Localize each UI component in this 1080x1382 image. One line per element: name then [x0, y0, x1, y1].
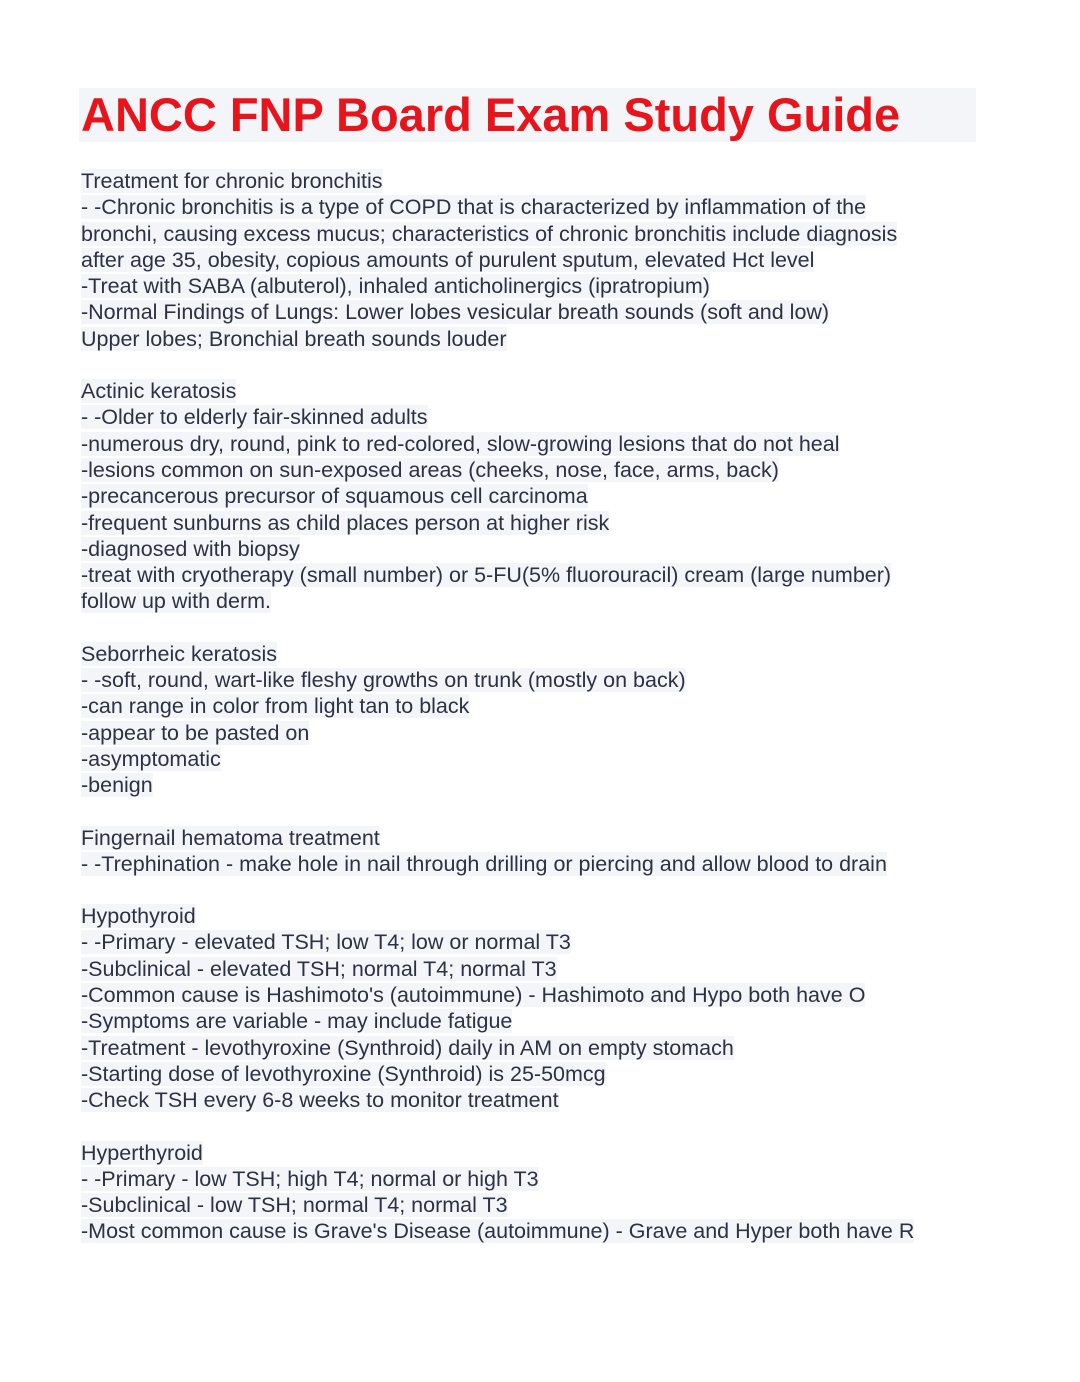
note-line-text: - -Primary - low TSH; high T4; normal or high T3: [81, 1166, 539, 1191]
note-line: [81, 772, 981, 798]
note-line-text: -Starting dose of levothyroxine (Synthroid) is 25-50mcg: [81, 1061, 606, 1086]
section-heading: [81, 378, 981, 404]
note-line: [81, 929, 981, 955]
section: [81, 825, 981, 878]
note-line-text: -Most common cause is Grave's Disease (autoimmune) - Grave and Hyper both have R: [81, 1219, 915, 1244]
note-line: [81, 510, 981, 536]
note-line-text: -precancerous precursor of squamous cell carcinoma: [81, 484, 588, 509]
note-line: [81, 982, 981, 1008]
note-line: [81, 404, 981, 430]
note-line: [81, 746, 981, 772]
note-line-text: -numerous dry, round, pink to red-colored, slow-growing lesions that do not heal: [81, 431, 840, 456]
section: [81, 378, 981, 615]
section: [81, 903, 981, 1113]
note-line-text: -Normal Findings of Lungs: Lower lobes vesicular breath sounds (soft and low): [81, 300, 830, 325]
page-title-band: [79, 88, 976, 142]
section-heading: [81, 641, 981, 667]
note-line-text: bronchi, causing excess mucus; characteristics of chronic bronchitis include diagnosis: [81, 221, 898, 246]
section-heading-text: Hyperthyroid: [81, 1140, 203, 1165]
note-line: [81, 956, 981, 982]
section-heading-text: Seborrheic keratosis: [81, 641, 277, 666]
note-line: [81, 851, 981, 877]
note-line: [81, 247, 981, 273]
note-line-text: -Check TSH every 6-8 weeks to monitor treatment: [81, 1088, 559, 1113]
note-line: [81, 1218, 981, 1244]
section-heading-text: Fingernail hematoma treatment: [81, 825, 380, 850]
section-heading-text: Hypothyroid: [81, 904, 196, 929]
note-line: [81, 299, 981, 325]
note-line-text: -asymptomatic: [81, 746, 221, 771]
note-line-text: -treat with cryotherapy (small number) or 5-FU(5% fluorouracil) cream (large number): [81, 563, 892, 588]
note-line-text: follow up with derm.: [81, 589, 271, 614]
note-line-text: - -Trephination - make hole in nail through drilling or piercing and allow blood to drain: [81, 851, 887, 876]
note-line: [81, 1192, 981, 1218]
study-guide-content: [81, 168, 981, 1271]
note-line-text: -lesions common on sun-exposed areas (cheeks, nose, face, arms, back): [81, 457, 779, 482]
note-line-text: -can range in color from light tan to black: [81, 694, 470, 719]
note-line: [81, 431, 981, 457]
note-line: [81, 1166, 981, 1192]
note-line: [81, 667, 981, 693]
section-heading-text: Actinic keratosis: [81, 379, 237, 404]
note-line: [81, 1035, 981, 1061]
note-line-text: - -soft, round, wart-like fleshy growths on trunk (mostly on back): [81, 668, 686, 693]
note-line-text: - -Chronic bronchitis is a type of COPD that is characterized by inflammation of the: [81, 195, 867, 220]
section-heading-text: Treatment for chronic bronchitis: [81, 169, 383, 193]
note-line: [81, 1061, 981, 1087]
note-line: [81, 693, 981, 719]
note-line: [81, 273, 981, 299]
note-line: [81, 720, 981, 746]
note-line-text: - -Primary - elevated TSH; low T4; low or normal T3: [81, 930, 571, 955]
note-line-text: -diagnosed with biopsy: [81, 536, 300, 561]
note-line-text: -Subclinical - elevated TSH; normal T4; normal T3: [81, 956, 557, 981]
note-line-text: -frequent sunburns as child places person at higher risk: [81, 510, 610, 535]
note-line-text: Upper lobes; Bronchial breath sounds louder: [81, 326, 507, 351]
section: [81, 1140, 981, 1245]
note-line-text: -Symptoms are variable - may include fatigue: [81, 1009, 513, 1034]
section-heading: [81, 825, 981, 851]
note-line: [81, 588, 981, 614]
note-line-text: -benign: [81, 773, 153, 798]
note-line-text: after age 35, obesity, copious amounts of purulent sputum, elevated Hct level: [81, 247, 815, 272]
note-line: [81, 562, 981, 588]
note-line: [81, 221, 981, 247]
note-line: [81, 1087, 981, 1113]
note-line: [81, 483, 981, 509]
note-line-text: -appear to be pasted on: [81, 720, 310, 745]
note-line: [81, 1008, 981, 1034]
note-line-text: -Subclinical - low TSH; normal T4; normal T3: [81, 1193, 508, 1218]
note-line-text: -Treat with SABA (albuterol), inhaled anticholinergics (ipratropium): [81, 274, 710, 299]
note-line: [81, 194, 981, 220]
section-heading: [81, 903, 981, 929]
section-heading: [81, 1140, 981, 1166]
page-title: ANCC FNP Board Exam Study Guide: [81, 88, 901, 141]
note-line-text: -Common cause is Hashimoto's (autoimmune) - Hashimoto and Hypo both have O: [81, 983, 866, 1008]
note-line-text: - -Older to elderly fair-skinned adults: [81, 405, 428, 430]
note-line: [81, 536, 981, 562]
note-line: [81, 457, 981, 483]
section: [81, 168, 981, 352]
section: [81, 641, 981, 799]
note-line-text: -Treatment - levothyroxine (Synthroid) daily in AM on empty stomach: [81, 1035, 734, 1060]
section-heading: [81, 168, 981, 194]
note-line: [81, 326, 981, 352]
